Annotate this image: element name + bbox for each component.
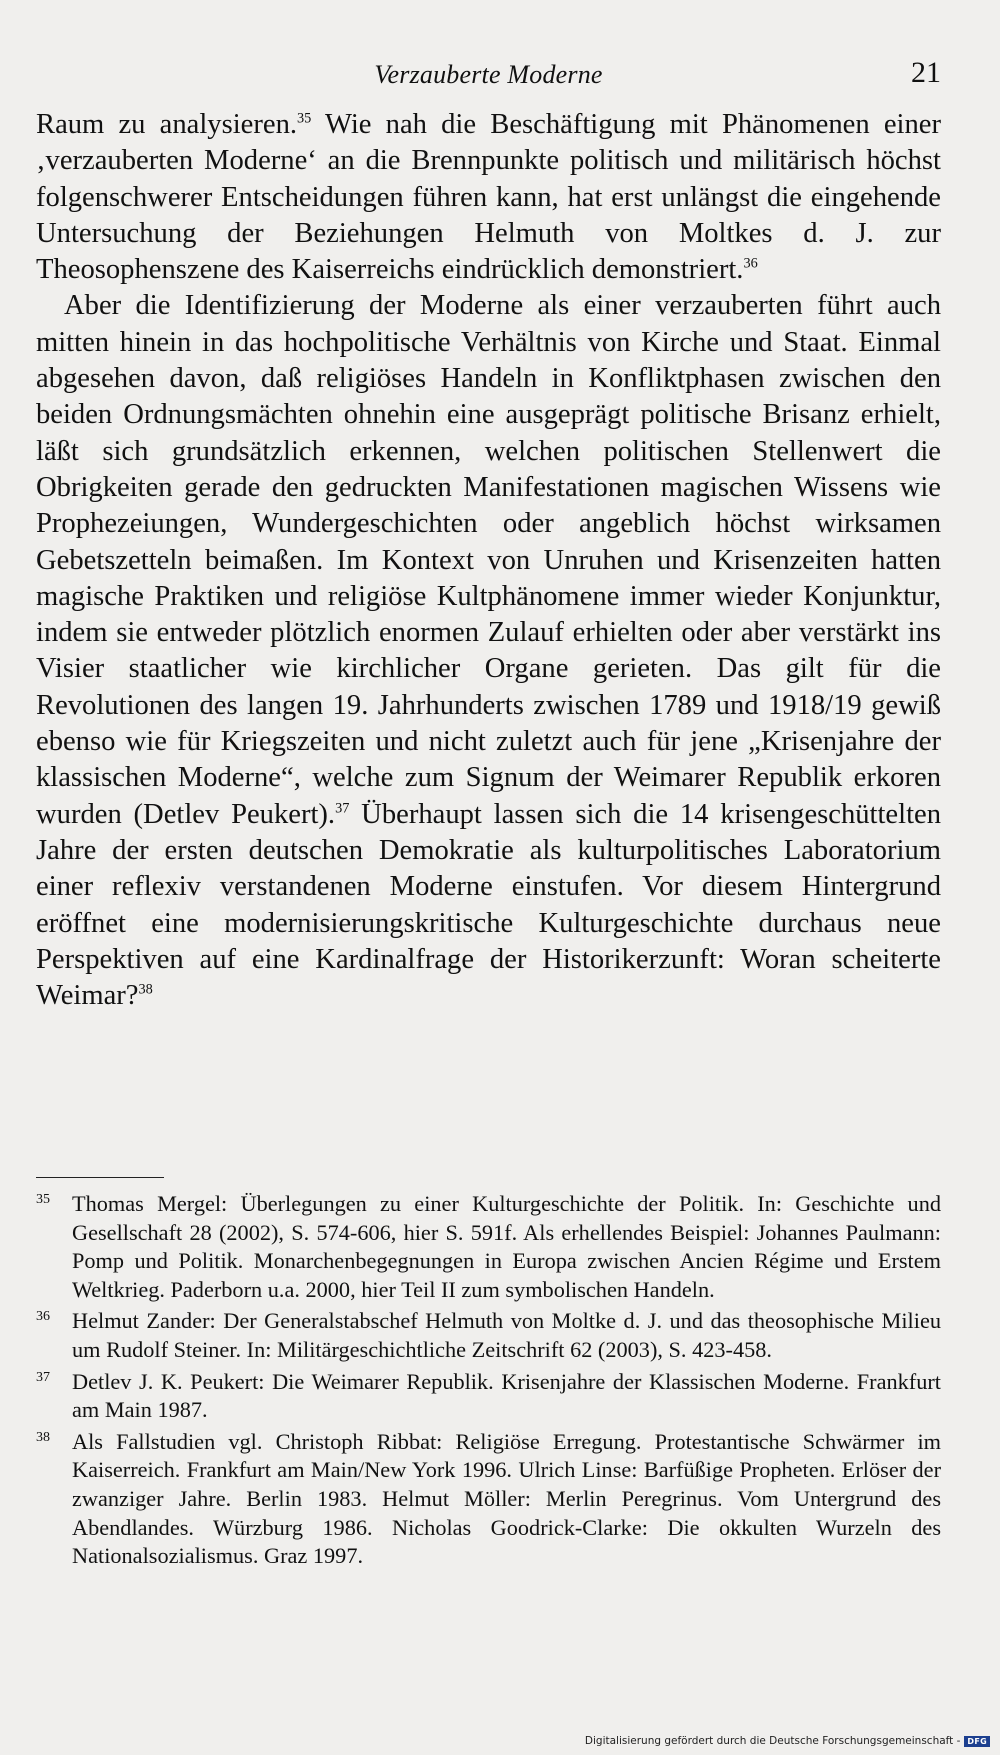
footnote-ref-38[interactable]: 38 [138, 981, 153, 998]
footnote-37 [36, 1368, 941, 1425]
footnote-ref-37[interactable]: 37 [335, 799, 350, 816]
dfg-logo-icon: DFG [964, 1736, 990, 1747]
footnote-35 [36, 1190, 941, 1304]
footnote-ref-35[interactable]: 35 [297, 110, 312, 127]
paragraph-2 [36, 288, 941, 1014]
page-header [36, 56, 941, 100]
credit-text: Digitalisierung gefördert durch die Deutsche Forschungsgemeinschaft - [584, 1735, 961, 1747]
footnote-number: 35 [36, 1192, 50, 1207]
digitization-credit [585, 1735, 990, 1747]
footnote-36 [36, 1307, 941, 1364]
paragraph-1 [36, 107, 941, 288]
footnote-text: Als Fallstudien vgl. Christoph Ribbat: Religiöse Erregung. Protestantische Schwärmer im Kaiserreich. Frankfurt am Main/New York 1996. Ulrich Linse: Barfüßige Propheten. Erlöser der zwanziger Jahre. Berlin 1983. Helmut Möller: Merlin Peregrinus. Vom Untergrund des Abendlandes. Würzburg 1986. Nicholas Goodrick-Clarke: Die okkulten Wurzeln des Nationalsozialismus. Graz 1997. [72, 1428, 941, 1569]
footnote-text: Thomas Mergel: Überlegungen zu einer Kulturgeschichte der Politik. In: Geschichte und Gesellschaft 28 (2002), S. 574-606, hier S. 591f. Als erhellendes Beispiel: Johannes Paulmann: Pomp und Politik. Monarchenbegegnungen in Europa zwischen Ancien Régime und Erstem Weltkrieg. Paderborn u.a. 2000, hier Teil II zum symbolischen Handeln. [72, 1191, 941, 1302]
paragraph-2-text-a: Aber die Identifizierung der Moderne als einer verzauberten führt auch mitten hinein in das hochpolitische Verhältnis von Kirche und Staat. Einmal abgesehen davon, daß religiöses Handeln in Konfliktphasen zwischen den beiden Ordnungsmächten ohnehin eine ausgeprägt politische Brisanz erhielt, läßt sich grundsätzlich erkennen, welchen politischen Stellenwert die Obrigkeiten gerade den gedruckten Manifestationen magischen Wissens wie Prophezeiungen, Wundergeschichten oder angeblich höchst wirksamen Gebetszetteln beimaßen. Im Kontext von Unruhen und Krisenzeiten hatten magische Praktiken und religiöse Kultphänomene immer wieder Konjunktur, indem sie entweder plötzlich enormen Zulauf erhielten oder aber verstärkt ins Visier staatlicher wie kirchlicher Organe gerieten. Das gilt für die Revolutionen des langen 19. Jahrhunderts zwischen 1789 und 1918/19 gewiß ebenso wie für Kriegszeiten und nicht zuletzt auch für jene „Krisenjahre der klassischen Moderne“, welche zum Signum der Weimarer Republik erkoren wurden (Detlev Peukert). [36, 290, 941, 830]
footnote-ref-36[interactable]: 36 [743, 255, 758, 272]
paragraph-2-text-b: Überhaupt lassen sich die 14 krisengeschüttelten Jahre der ersten deutschen Demokratie als kulturpolitisches Laboratorium einer reflexiv verstandenen Moderne einstufen. Vor diesem Hintergrund eröffnet eine modernisierungskritische Kulturgeschichte durchaus neue Perspektiven auf eine Kardinalfrage der Historikerzunft: Woran scheiterte Weimar? [36, 798, 941, 1012]
footnote-number: 36 [36, 1309, 50, 1325]
footnote-number: 38 [36, 1429, 50, 1445]
footnote-text: Helmut Zander: Der Generalstabschef Helmuth von Moltke d. J. und das theosophische Milieu um Rudolf Steiner. In: Militärgeschichtliche Zeitschrift 62 (2003), S. 423-458. [72, 1308, 941, 1362]
paragraph-1-text-b: Wie nah die Beschäftigung mit Phänomenen einer ‚verzauberten Moderne‘ an die Brennpunkte politisch und militärisch höchst folgenschwerer Entscheidungen führen kann, hat erst unlängst die eingehende Untersuchung der Beziehungen Helmuth von Moltkes d. J. zur Theosophenszene des Kaiserreichs eindrücklich demonstriert. [36, 109, 941, 286]
footnote-number: 37 [36, 1369, 50, 1385]
running-title: Verzauberte Moderne [374, 60, 603, 89]
footnote-text: Detlev J. K. Peukert: Die Weimarer Republik. Krisenjahre der Klassischen Moderne. Frankfurt am Main 1987. [72, 1368, 941, 1423]
page-number: 21 [911, 56, 941, 89]
footnote-separator [36, 1177, 164, 1178]
footnotes [36, 1190, 941, 1574]
paragraph-1-text-a: Raum zu analysieren. [36, 109, 298, 140]
main-text [36, 107, 941, 1014]
footnote-38 [36, 1428, 941, 1571]
